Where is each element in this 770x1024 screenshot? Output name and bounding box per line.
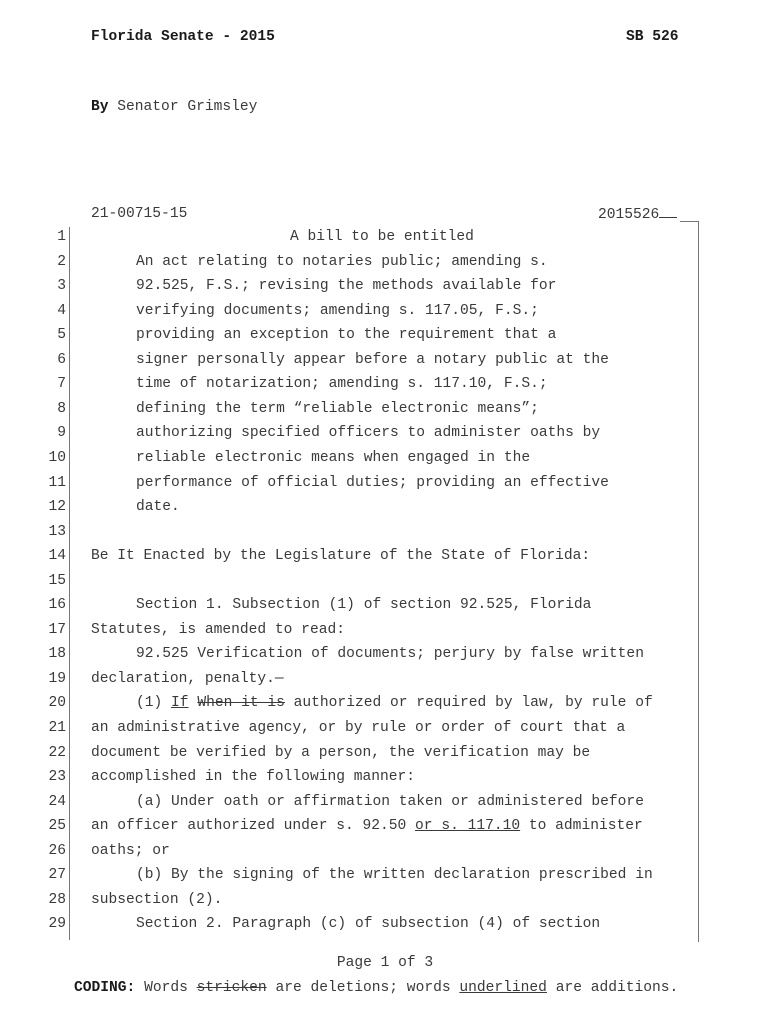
bill-text-line xyxy=(91,621,345,639)
coding-text-3: are additions. xyxy=(546,980,679,996)
line-number: 13 xyxy=(48,523,66,540)
coding-legend xyxy=(74,979,678,997)
line-number: 20 xyxy=(48,695,66,712)
bill-text-line xyxy=(91,670,284,688)
stricken-text: When it is xyxy=(197,695,285,712)
text-segment: Be It Enacted by the Legislature of the State of Florida: xyxy=(91,548,591,565)
text-segment: defining the term “reliable electronic means”; xyxy=(136,400,539,417)
text-segment: Section 1. Subsection (1) of section 92.525, Florida xyxy=(136,597,592,614)
line-number: 23 xyxy=(48,769,66,786)
text-segment: subsection (2). xyxy=(91,891,223,908)
sponsor-line xyxy=(91,98,257,116)
bill-text-line xyxy=(290,228,474,246)
bill-text-line xyxy=(136,793,644,811)
bill-text-line xyxy=(91,744,590,762)
bill-code: 21-00715-15 xyxy=(91,206,188,222)
text-segment: reliable electronic means when engaged in the xyxy=(136,449,531,466)
bill-text-line xyxy=(136,424,600,442)
line-number: 19 xyxy=(48,670,66,687)
line-number: 26 xyxy=(48,842,66,859)
sponsor-by-label: By xyxy=(91,99,109,115)
line-number: 3 xyxy=(57,278,66,295)
text-segment: (a) Under oath or affirmation taken or administered before xyxy=(136,793,644,810)
bill-id xyxy=(598,205,677,224)
text-segment: verifying documents; amending s. 117.05, F.S.; xyxy=(136,302,539,319)
line-number: 4 xyxy=(57,302,66,319)
bill-text-line xyxy=(91,817,643,835)
text-segment: date. xyxy=(136,499,180,516)
bill-text-line xyxy=(91,842,170,860)
text-segment: signer personally appear before a notary public at the xyxy=(136,351,609,368)
bill-text-line xyxy=(136,253,548,271)
bill-id-text: 2015526 xyxy=(598,207,660,223)
text-segment: document be verified by a person, the verification may be xyxy=(91,744,591,761)
bill-text-line xyxy=(136,694,653,712)
line-number: 15 xyxy=(48,572,66,589)
text-segment: authorizing specified officers to administer oaths by xyxy=(136,425,601,442)
bill-text-line xyxy=(136,326,556,344)
bill-text-line xyxy=(136,302,539,320)
bill-number: SB 526 xyxy=(626,29,679,45)
bill-id-blank xyxy=(659,205,677,218)
line-number-rule xyxy=(69,227,70,940)
line-number: 18 xyxy=(48,646,66,663)
right-margin-rule xyxy=(698,222,699,942)
text-segment: (b) By the signing of the written declaration prescribed in xyxy=(136,867,653,884)
right-margin-tick xyxy=(680,221,699,222)
text-segment: An act relating to notaries public; amending s. xyxy=(136,253,548,270)
text-segment: 92.525, F.S.; revising the methods available for xyxy=(136,278,557,295)
bill-text-line xyxy=(91,768,415,786)
line-number: 28 xyxy=(48,891,66,908)
text-segment: declaration, penalty.— xyxy=(91,670,284,687)
bill-text-line xyxy=(136,596,591,614)
text-segment xyxy=(189,695,198,711)
text-segment: authorized or required by law, by rule of xyxy=(284,695,653,712)
bill-text-line xyxy=(136,277,556,295)
text-segment: an administrative agency, or by rule or order of court that a xyxy=(91,720,626,736)
line-number: 1 xyxy=(57,229,66,245)
line-number: 22 xyxy=(48,744,66,761)
line-number: 10 xyxy=(48,449,66,466)
bill-text-line xyxy=(136,351,609,369)
line-number: 2 xyxy=(57,253,66,270)
line-number: 14 xyxy=(48,548,66,565)
bill-text-line xyxy=(91,891,222,909)
text-segment: performance of official duties; providing an effective xyxy=(136,474,609,491)
text-segment: oaths; or xyxy=(91,842,170,859)
text-segment: 92.525 Verification of documents; perjury by false written xyxy=(136,646,644,663)
text-segment: time of notarization; amending s. 117.10, F.S.; xyxy=(136,376,548,393)
text-segment: providing an exception to the requirement that a xyxy=(136,327,557,344)
bill-text-line xyxy=(136,449,530,467)
line-number: 29 xyxy=(48,916,66,933)
coding-stricken-example: stricken xyxy=(196,980,267,996)
coding-text-2: are deletions; words xyxy=(266,980,460,996)
line-number: 27 xyxy=(48,867,66,884)
page-number: Page 1 of 3 xyxy=(336,955,434,971)
bill-text-line xyxy=(91,719,625,737)
line-number: 8 xyxy=(57,400,66,417)
coding-text-1: Words xyxy=(135,980,197,996)
line-number: 5 xyxy=(57,327,66,344)
text-segment: to administer xyxy=(520,818,643,835)
coding-underlined-example: underlined xyxy=(459,980,547,996)
bill-text-line xyxy=(136,375,548,393)
line-number: 16 xyxy=(48,597,66,614)
line-number: 11 xyxy=(48,474,66,491)
bill-text-line xyxy=(136,498,180,516)
text-segment: an officer authorized under s. 92.50 xyxy=(91,818,416,835)
sponsor-name: Senator Grimsley xyxy=(108,99,258,115)
line-number: 12 xyxy=(48,499,66,516)
inserted-text: or s. 117.10 xyxy=(415,818,521,835)
inserted-text: If xyxy=(171,695,189,712)
coding-label: CODING: xyxy=(74,980,136,996)
text-segment: (1) xyxy=(136,695,172,712)
bill-text-line xyxy=(136,400,539,418)
line-number: 24 xyxy=(48,793,66,810)
text-segment: Statutes, is amended to read: xyxy=(91,621,345,638)
text-segment: Section 2. Paragraph (c) of subsection (4) of section xyxy=(136,916,601,933)
bill-text-line xyxy=(91,547,590,565)
bill-text-line xyxy=(136,866,653,884)
text-segment: A bill to be entitled xyxy=(290,229,474,245)
bill-text-line xyxy=(136,645,644,663)
bill-text-line xyxy=(136,474,609,492)
line-number: 6 xyxy=(57,351,66,368)
bill-text-line xyxy=(136,915,600,933)
line-number: 7 xyxy=(57,376,66,393)
line-number: 21 xyxy=(48,720,66,736)
text-segment: accomplished in the following manner: xyxy=(91,769,416,786)
line-number: 25 xyxy=(48,818,66,835)
line-number: 17 xyxy=(48,621,66,638)
document-header-left: Florida Senate - 2015 xyxy=(91,29,275,45)
line-number: 9 xyxy=(57,425,66,442)
